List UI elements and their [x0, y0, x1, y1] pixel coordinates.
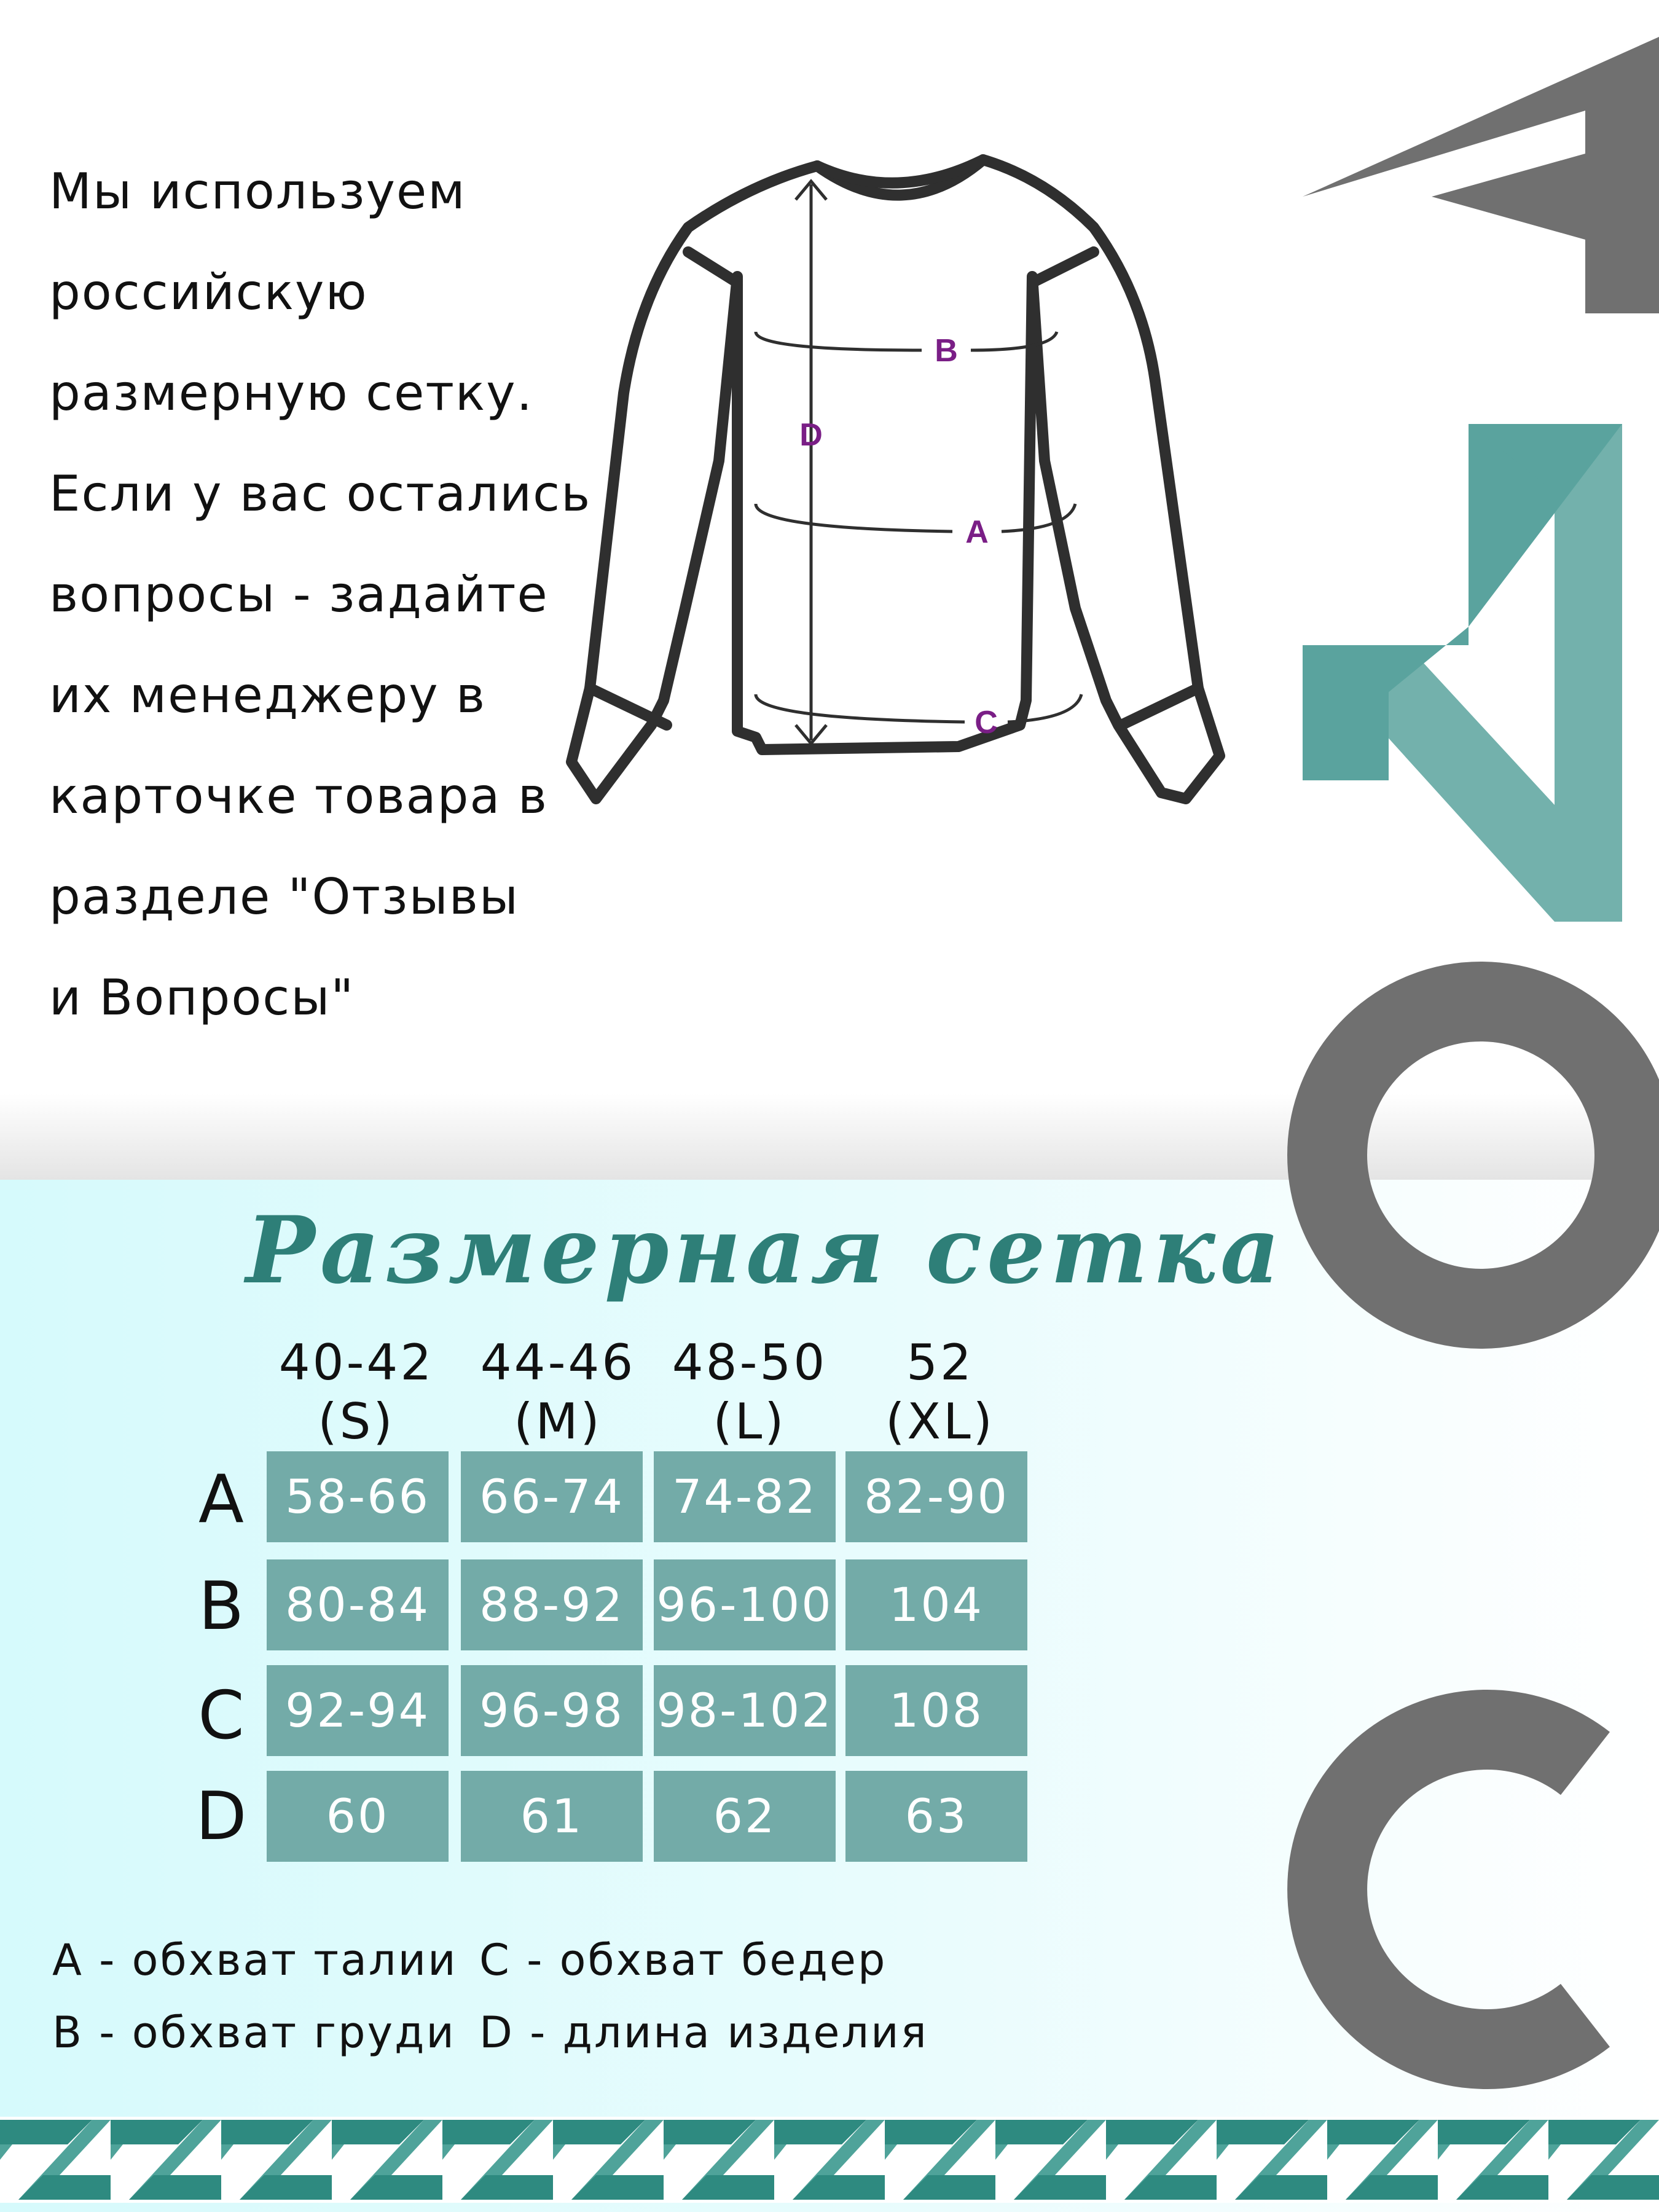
size-cell: 108: [845, 1665, 1027, 1756]
row-label-a: A: [198, 1461, 244, 1538]
size-cell: 98-102: [654, 1665, 836, 1756]
size-cell: 96-100: [654, 1559, 836, 1650]
size-cell: 88-92: [461, 1559, 643, 1650]
size-cell: 58-66: [267, 1451, 449, 1542]
column-header-m: [466, 1333, 650, 1451]
row-label-c: C: [198, 1677, 245, 1754]
column-header-xl: [848, 1333, 1032, 1451]
sweater-diagram: [553, 135, 1260, 830]
size-cell: 60: [267, 1771, 449, 1862]
chest-line-right: [971, 332, 1057, 350]
decorative-border: [0, 2108, 1659, 2212]
intro-line: и Вопросы": [49, 969, 355, 1026]
size-cell: 82-90: [845, 1451, 1027, 1542]
intro-line: их менеджеру в: [49, 667, 487, 724]
label-b: B: [935, 333, 958, 369]
intro-line: Если у вас остались: [49, 465, 592, 522]
column-header-s: [264, 1333, 449, 1451]
row-label-b: B: [198, 1568, 245, 1645]
size-cell: 63: [845, 1771, 1027, 1862]
size-cell: 80-84: [267, 1559, 449, 1650]
legend-b: B - обхват груди: [52, 2007, 456, 2058]
size-cell: 96-98: [461, 1665, 643, 1756]
column-range: 48-50: [672, 1334, 828, 1391]
size-cell: 74-82: [654, 1451, 836, 1542]
size-cell: 66-74: [461, 1451, 643, 1542]
size-chart-title: Размерная сетка: [246, 1196, 1285, 1304]
logo-letter-z: [1303, 424, 1622, 922]
label-d: D: [799, 417, 823, 453]
logo-letter-a: [1290, 0, 1659, 313]
label-c: C: [975, 705, 998, 740]
legend-d: D - длина изделия: [479, 2007, 928, 2058]
left-armpit-seam: [688, 252, 737, 283]
column-range: 40-42: [278, 1334, 434, 1391]
logo-letter-c: [1300, 1730, 1585, 2049]
row-label-d: D: [195, 1778, 247, 1855]
intro-line: карточке товара в: [49, 767, 549, 825]
right-cuff-seam: [1121, 688, 1198, 725]
column-code: (L): [713, 1393, 786, 1450]
legend-a: A - обхват талии: [52, 1935, 458, 1985]
size-cell: 92-94: [267, 1665, 449, 1756]
legend-c: C - обхват бедер: [479, 1935, 887, 1985]
chest-line-left: [756, 332, 922, 350]
intro-line: российскую: [49, 264, 368, 321]
label-a: A: [965, 514, 989, 550]
size-cell: 62: [654, 1771, 836, 1862]
right-armpit-seam: [1032, 252, 1094, 283]
intro-line: размерную сетку.: [49, 364, 534, 422]
column-code: (S): [318, 1393, 395, 1450]
column-header-l: [657, 1333, 842, 1451]
waist-line-left: [756, 504, 952, 531]
waist-line-right: [1002, 504, 1075, 531]
size-cell: 61: [461, 1771, 643, 1862]
intro-text: [49, 141, 602, 1048]
intro-line: вопросы - задайте: [49, 566, 549, 623]
column-code: (XL): [885, 1393, 995, 1450]
hem-line-left: [756, 694, 965, 722]
brand-logo: [1266, 0, 1659, 2101]
intro-line: Мы используем: [49, 163, 466, 220]
sweater-outline: [571, 160, 1220, 799]
logo-letter-o: [1327, 1002, 1634, 1309]
size-cell: 104: [845, 1559, 1027, 1650]
column-range: 44-46: [480, 1334, 636, 1391]
column-code: (M): [514, 1393, 602, 1450]
intro-line: разделе "Отзывы: [49, 868, 520, 925]
column-range: 52: [906, 1334, 974, 1391]
